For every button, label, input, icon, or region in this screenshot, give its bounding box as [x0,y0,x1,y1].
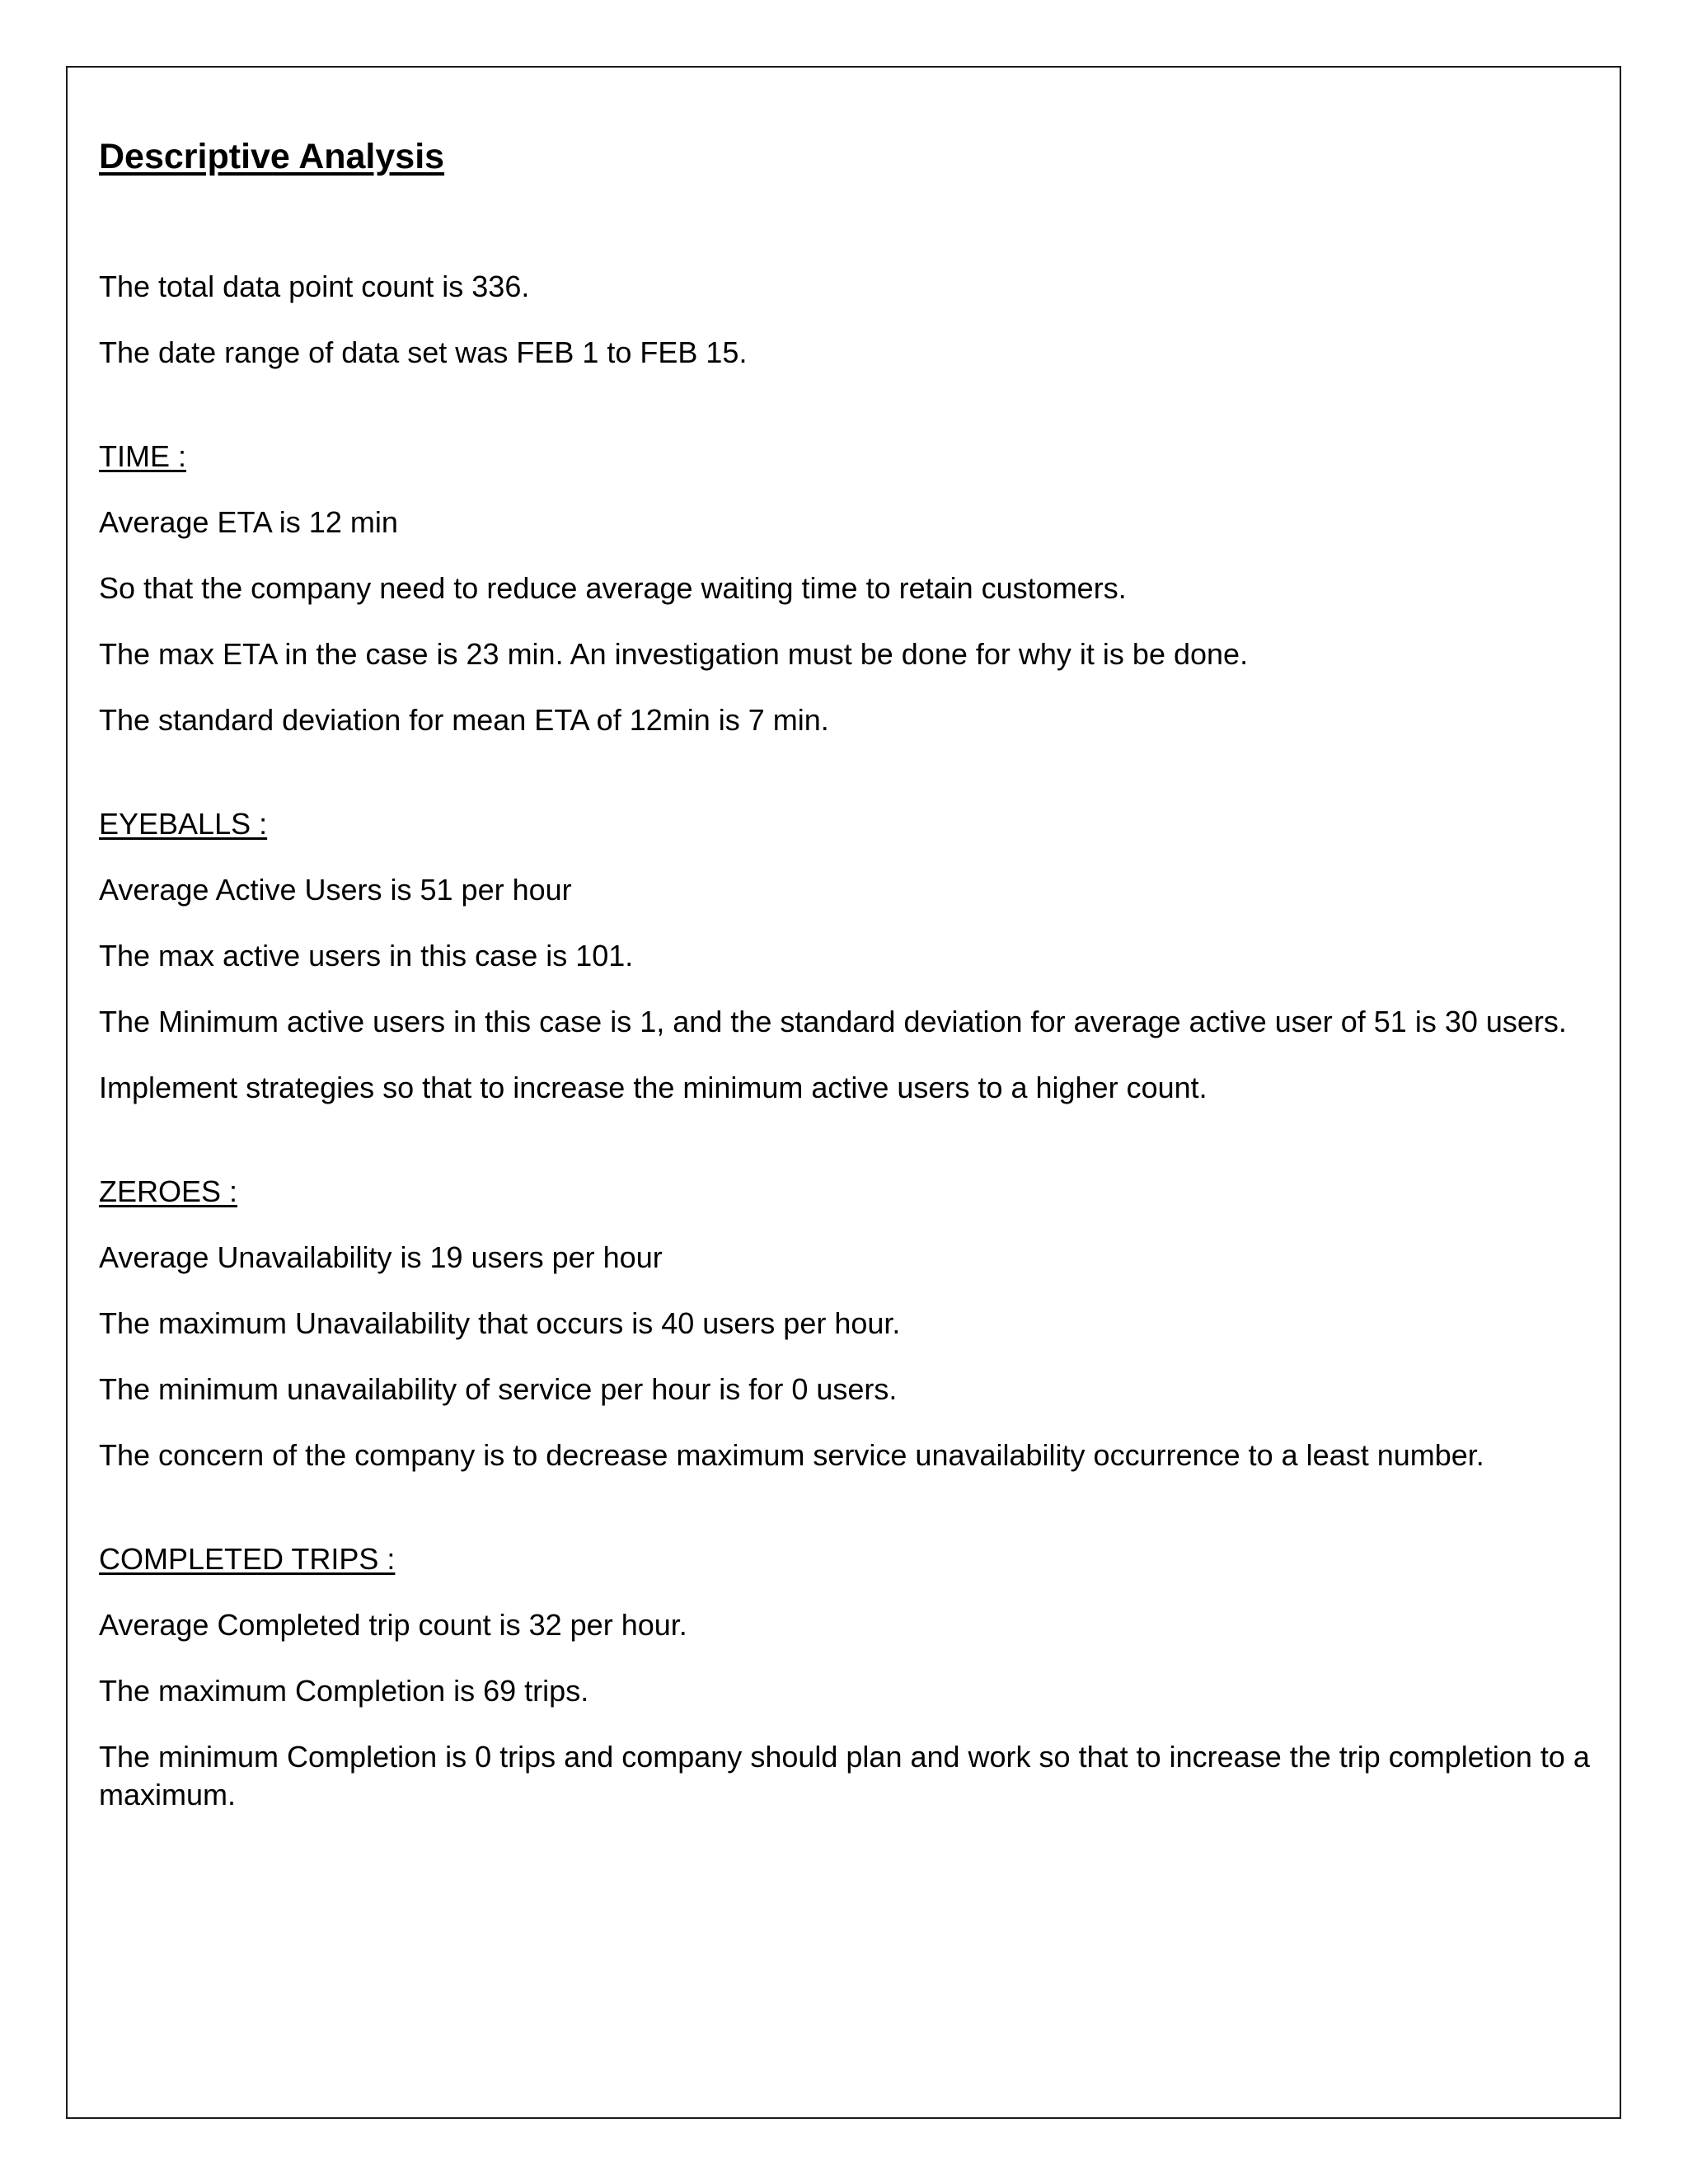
section-line: The Minimum active users in this case is 1, and the standard deviation for average active user of 51 is 30 users. [99,1004,1567,1038]
intro-line: The total data point count is 336. [99,269,530,303]
section-zeroes [99,1173,1599,1474]
intro-line: The date range of data set was FEB 1 to FEB 15. [99,335,748,369]
intro-block [99,268,1599,372]
section-line: The maximum Completion is 69 trips. [99,1673,589,1708]
section-heading: ZEROES : [99,1174,238,1208]
section-line: The standard deviation for mean ETA of 12min is 7 min. [99,702,829,737]
section-heading: TIME : [99,438,186,473]
section-eyeballs [99,805,1599,1107]
section-line: So that the company need to reduce average waiting time to retain customers. [99,570,1127,605]
document-body [99,136,1599,1814]
section-line: The minimum unavailability of service per hour is for 0 users. [99,1371,898,1406]
section-line: The minimum Completion is 0 trips and company should plan and work so that to increase the trip completion to a maximum. [99,1739,1590,1811]
section-line: The max active users in this case is 101. [99,938,634,972]
section-line: Average Completed trip count is 32 per hour. [99,1607,687,1642]
section-line: The maximum Unavailability that occurs is 40 users per hour. [99,1305,901,1340]
section-line: Implement strategies so that to increase the minimum active users to a higher count. [99,1070,1207,1104]
section-time [99,438,1599,739]
section-line: The max ETA in the case is 23 min. An investigation must be done for why it is be done. [99,636,1249,671]
section-line: Average ETA is 12 min [99,504,398,539]
section-line: The concern of the company is to decrease maximum service unavailability occurrence to a least number. [99,1437,1484,1472]
section-line: Average Unavailability is 19 users per hour [99,1240,663,1274]
section-heading: COMPLETED TRIPS : [99,1541,396,1576]
section-completed-trips [99,1540,1599,1814]
section-heading: EYEBALLS : [99,806,268,841]
section-line: Average Active Users is 51 per hour [99,872,572,907]
document-title: Descriptive Analysis [99,137,445,176]
